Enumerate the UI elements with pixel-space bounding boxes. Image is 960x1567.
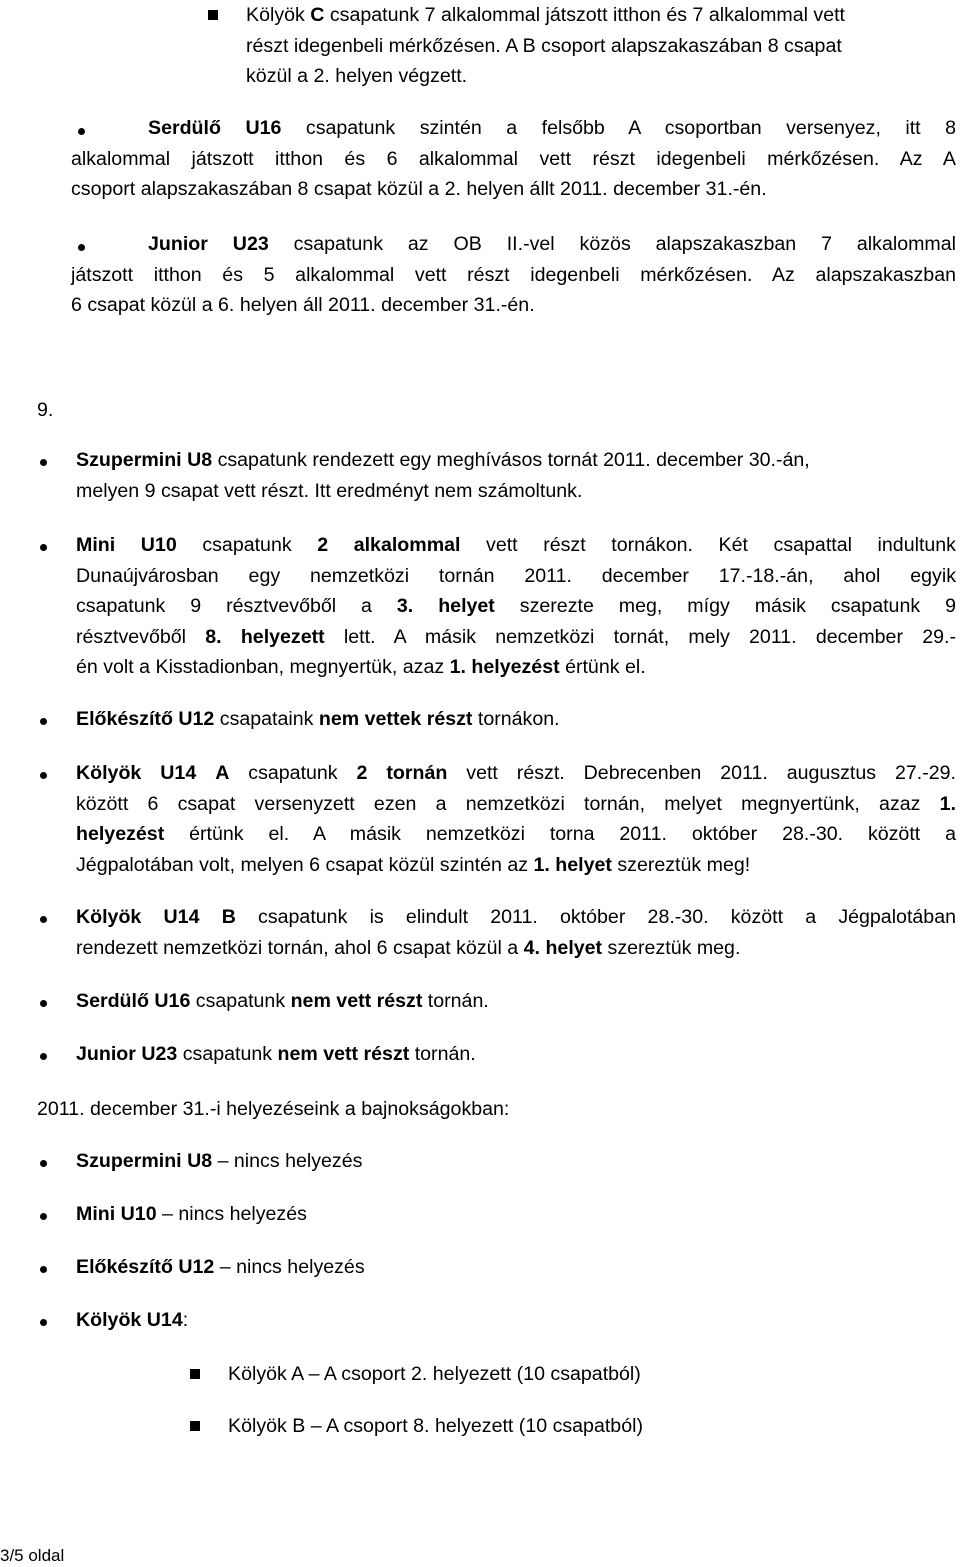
bold-text: Szupermini bbox=[76, 449, 182, 471]
text-line bbox=[76, 445, 956, 476]
text-line bbox=[71, 260, 956, 291]
bullet-icon bbox=[40, 1160, 47, 1167]
text-run: – nincs helyezés bbox=[212, 1150, 363, 1172]
bold-text: Serdülő bbox=[148, 117, 221, 139]
bold-text: 8. bbox=[205, 625, 222, 648]
text-run: csapatunk bbox=[190, 990, 291, 1012]
standing-u12 bbox=[76, 1252, 365, 1283]
bold-text: U16 bbox=[154, 990, 191, 1012]
text-run: tornákon. bbox=[472, 708, 560, 730]
text-run: csapatunk bbox=[229, 762, 357, 784]
text-run: szereztük meg. bbox=[602, 936, 741, 959]
text-run: – nincs helyezés bbox=[214, 1256, 365, 1278]
text-run: Kölyök bbox=[246, 4, 311, 26]
text-run: – nincs helyezés bbox=[156, 1203, 307, 1225]
bold-text: U23 bbox=[232, 233, 269, 255]
text-run: rendezett nemzetközi tornán, ahol 6 csapat közül a bbox=[76, 936, 524, 959]
standing-u10 bbox=[76, 1199, 307, 1230]
bold-text: helyet bbox=[438, 595, 495, 618]
bold-text: Serdülő bbox=[76, 990, 149, 1012]
text-run: csapatunk rendezett egy meghívásos tornát 2011. december 30.-án, bbox=[212, 449, 810, 471]
text-run: szerezte meg, mígy másik csapatunk 9 bbox=[494, 595, 956, 618]
text-run bbox=[221, 117, 246, 139]
u14b-tournament-paragraph bbox=[76, 902, 956, 963]
text-run bbox=[141, 762, 160, 784]
text-run bbox=[115, 534, 141, 556]
text-run bbox=[141, 906, 163, 928]
bold-text: U14 bbox=[163, 906, 200, 928]
bold-text: B bbox=[221, 906, 236, 928]
text-line bbox=[71, 290, 956, 321]
text-line bbox=[246, 31, 956, 62]
text-run: értünk el. A másik nemzetközi torna 2011. október 28.-30. között a bbox=[164, 823, 956, 846]
text-run: vett részt. Debrecenben 2011. augusztus 27.-29. bbox=[447, 762, 957, 784]
bold-text: 1. bbox=[939, 792, 956, 815]
text-run bbox=[413, 595, 438, 617]
text-run: között 6 csapat versenyzett ezen a nemzetközi tornán, melyet megnyertünk, azaz bbox=[76, 792, 940, 815]
bold-text: U14 bbox=[146, 1309, 183, 1331]
text-run bbox=[199, 906, 221, 928]
text-line bbox=[76, 591, 956, 622]
text-line bbox=[76, 986, 956, 1017]
text-run: szereztük meg! bbox=[611, 853, 751, 876]
bullet-icon bbox=[40, 459, 47, 466]
bold-text: U23 bbox=[141, 1043, 178, 1065]
text-line bbox=[71, 229, 956, 260]
text-run: csapatunk 7 alkalommal játszott itthon és 7 alkalommal vett bbox=[324, 4, 845, 26]
text-run: lett. A másik nemzetközi tornát, mely 2011. december 29.- bbox=[324, 625, 956, 648]
bold-text: Kölyök bbox=[76, 762, 142, 784]
bold-text: 1. bbox=[533, 853, 550, 876]
bold-text: Kölyök bbox=[76, 1309, 142, 1331]
standings-heading: 2011. december 31.-i helyezéseink a bajnokságokban: bbox=[37, 1098, 510, 1120]
bold-text: U12 bbox=[178, 1256, 215, 1278]
text-run: közül a 2. helyen végzett. bbox=[246, 65, 468, 88]
bold-text: 2 alkalommal bbox=[317, 534, 461, 556]
bullet-icon bbox=[40, 1319, 47, 1326]
u12-tournament-paragraph bbox=[76, 704, 956, 735]
text-run: résztvevőből bbox=[76, 625, 206, 648]
bold-text: U16 bbox=[245, 117, 282, 139]
bold-text: helyezést bbox=[76, 823, 165, 846]
text-line bbox=[76, 1039, 956, 1070]
text-line bbox=[76, 652, 956, 683]
text-run: csapatunk 9 résztvevőből a bbox=[76, 595, 397, 618]
text-run: : bbox=[182, 1309, 189, 1331]
bullet-icon bbox=[40, 544, 47, 551]
text-line bbox=[76, 704, 956, 735]
text-run bbox=[208, 233, 233, 255]
bold-text: Előkészítő bbox=[76, 1256, 173, 1278]
text-line bbox=[246, 0, 956, 31]
u10-tournament-paragraph bbox=[76, 530, 956, 683]
page-number: 3/5 oldal bbox=[0, 1546, 65, 1565]
bold-text: U10 bbox=[120, 1203, 157, 1225]
text-run: Jégpalotában volt, melyen 6 csapat közül szintén az bbox=[76, 853, 534, 876]
standing-u14-b: Kölyök B – A csoport 8. helyezett (10 csapatból) bbox=[228, 1415, 643, 1437]
bold-text: helyezett bbox=[240, 625, 325, 648]
bullet-icon bbox=[40, 772, 47, 779]
text-run: csapatunk is elindult 2011. október 28.-30. között a Jégpalotában bbox=[235, 906, 956, 928]
text-line bbox=[76, 819, 956, 850]
bold-text: 3. bbox=[396, 595, 414, 618]
bold-text: U14 bbox=[160, 762, 197, 784]
text-run bbox=[196, 762, 215, 784]
text-line bbox=[76, 476, 956, 507]
bold-text: Mini bbox=[76, 1203, 116, 1225]
square-bullet-icon bbox=[190, 1369, 200, 1379]
bullet-icon bbox=[40, 916, 47, 923]
bold-text: Junior bbox=[76, 1043, 136, 1065]
bold-text: helyet bbox=[555, 853, 612, 876]
text-line bbox=[71, 174, 956, 205]
text-run: csoport alapszakaszában 8 csapat közül a 2. helyen állt 2011. december 31.-én. bbox=[71, 178, 767, 201]
standing-u14 bbox=[76, 1305, 188, 1336]
bold-text: Kölyök bbox=[76, 906, 142, 928]
text-line bbox=[76, 758, 956, 789]
text-run: játszott itthon és 5 alkalommal vett részt idegenbeli mérkőzésen. Az alapszakaszban bbox=[71, 263, 956, 286]
text-run: csapataink bbox=[214, 708, 319, 730]
square-bullet-icon bbox=[208, 10, 218, 20]
bold-text: Szupermini bbox=[76, 1150, 182, 1172]
bold-text: Előkészítő bbox=[76, 708, 173, 730]
text-line bbox=[71, 144, 956, 175]
bold-text: U8 bbox=[187, 449, 213, 471]
bullet-icon bbox=[40, 1000, 47, 1007]
bullet-icon bbox=[40, 718, 47, 725]
u16-tournament-paragraph bbox=[76, 986, 956, 1017]
square-bullet-icon bbox=[190, 1421, 200, 1431]
text-run: csapatunk az OB II.-vel közös alapszakaszban 7 alkalommal bbox=[268, 233, 956, 255]
bold-text: helyet bbox=[545, 936, 603, 959]
section-number: 9. bbox=[37, 399, 54, 421]
text-run: alkalommal játszott itthon és 6 alkalommal vett részt idegenbeli mérkőzésen. Az A bbox=[71, 147, 956, 170]
text-line bbox=[76, 933, 956, 964]
bold-text: helyezést bbox=[471, 656, 560, 679]
bold-text: nem vett részt bbox=[290, 990, 423, 1012]
text-line bbox=[246, 61, 956, 92]
text-run: vett részt tornákon. Két csapattal indultunk bbox=[460, 534, 956, 556]
text-run: értünk el. bbox=[559, 656, 646, 679]
standing-u14-a: Kölyök A – A csoport 2. helyezett (10 csapatból) bbox=[228, 1363, 641, 1385]
bold-text: U12 bbox=[178, 708, 215, 730]
u8-tournament-paragraph bbox=[76, 445, 956, 506]
text-line bbox=[76, 530, 956, 561]
bold-text: 2 tornán bbox=[356, 762, 448, 784]
text-run: tornán. bbox=[409, 1043, 476, 1065]
bold-text: 1. bbox=[449, 656, 466, 679]
u23-tournament-paragraph bbox=[76, 1039, 956, 1070]
text-run bbox=[222, 626, 241, 648]
bold-text: nem vett részt bbox=[277, 1043, 410, 1065]
bold-text: nem vettek részt bbox=[318, 708, 473, 730]
bullet-icon bbox=[40, 1213, 47, 1220]
text-run: csapatunk bbox=[176, 534, 318, 556]
bold-text: C bbox=[310, 4, 325, 26]
u14a-tournament-paragraph bbox=[76, 758, 956, 880]
text-line bbox=[76, 789, 956, 820]
text-line bbox=[76, 850, 956, 881]
bold-text: U8 bbox=[187, 1150, 213, 1172]
bold-text: Mini bbox=[76, 534, 116, 556]
text-run: 6 csapat közül a 6. helyen áll 2011. december 31.-én. bbox=[71, 294, 535, 317]
text-run: csapatunk bbox=[177, 1043, 278, 1065]
bold-text: U10 bbox=[140, 534, 177, 556]
bold-text: A bbox=[215, 762, 230, 784]
standing-u8 bbox=[76, 1146, 362, 1177]
text-run: csapatunk szintén a felsőbb A csoportban versenyez, itt 8 bbox=[281, 117, 956, 139]
text-line bbox=[76, 622, 956, 653]
text-run: részt idegenbeli mérkőzésen. A B csoport alapszakaszában 8 csapat bbox=[246, 34, 842, 57]
bold-text: 4. bbox=[523, 936, 540, 959]
text-run: melyen 9 csapat vett részt. Itt eredményt nem számoltunk. bbox=[76, 479, 583, 502]
text-run: tornán. bbox=[422, 990, 489, 1012]
text-line bbox=[76, 561, 956, 592]
bullet-icon bbox=[40, 1053, 47, 1060]
text-run: Dunaújvárosban egy nemzetközi tornán 2011. december 17.-18.-án, ahol egyik bbox=[76, 564, 956, 587]
u16-league-paragraph bbox=[71, 113, 956, 205]
bold-text: Junior bbox=[148, 233, 208, 255]
text-run: én volt a Kisstadionban, megnyertük, azaz bbox=[76, 656, 450, 679]
u23-league-paragraph bbox=[71, 229, 956, 321]
bullet-icon bbox=[40, 1266, 47, 1273]
text-line bbox=[76, 902, 956, 933]
team-c-paragraph bbox=[246, 0, 956, 92]
text-line bbox=[71, 113, 956, 144]
